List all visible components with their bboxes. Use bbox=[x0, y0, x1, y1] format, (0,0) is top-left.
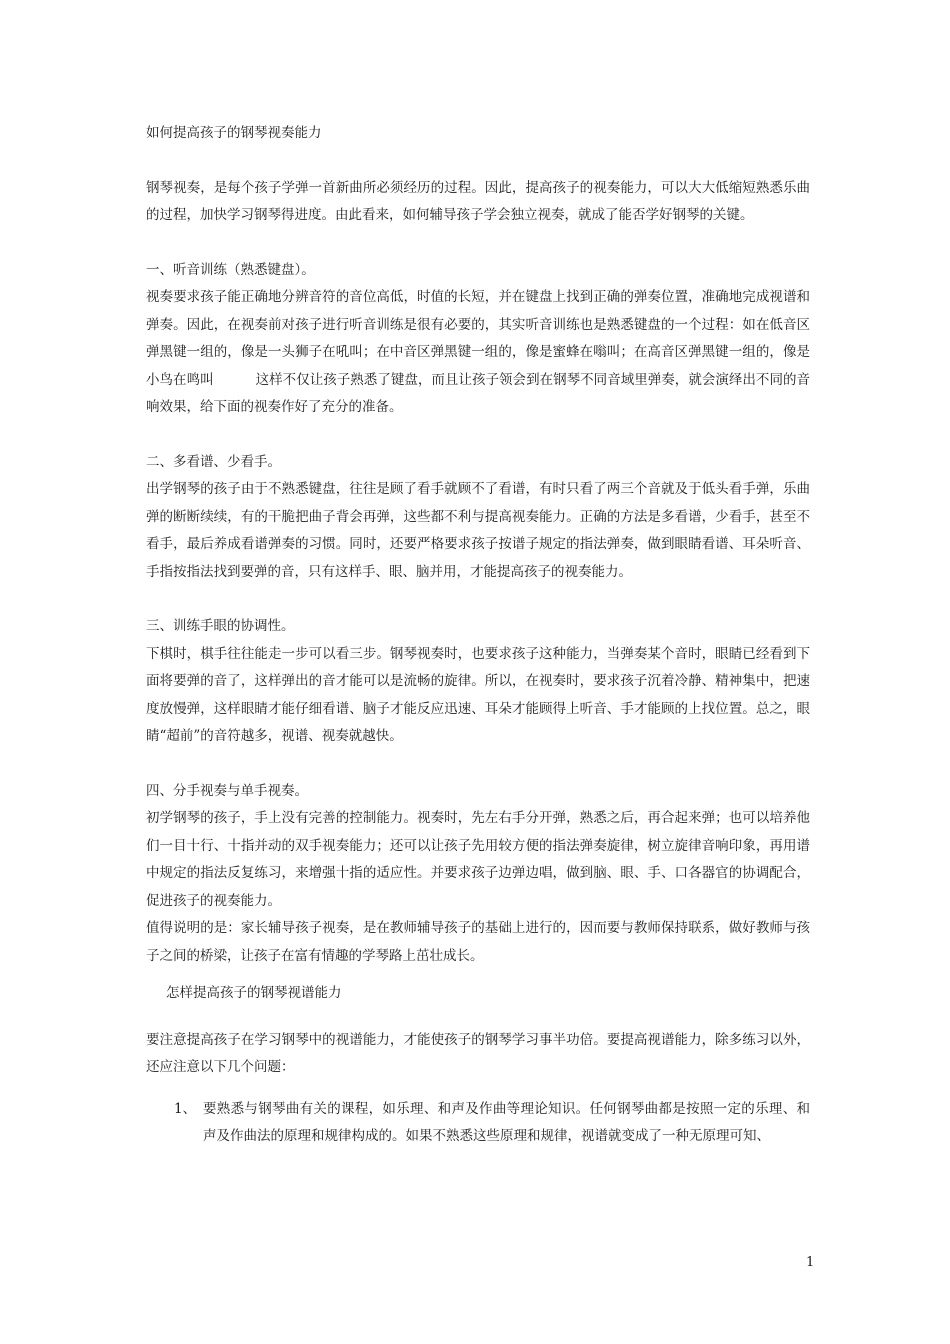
intro-paragraph: 钢琴视奏，是每个孩子学弹一首新曲所必须经历的过程。因此，提高孩子的视奏能力，可以大大低缩短熟悉乐曲的过程，加快学习钢琴得进度。由此看来，如何辅导孩子学会独立视奏，就成了能否学好钢琴的关键。 bbox=[146, 179, 810, 223]
list-item bbox=[146, 1096, 810, 1151]
paragraph-gap bbox=[146, 230, 810, 257]
section-3-heading: 三、训练手眼的协调性。 bbox=[146, 618, 295, 634]
section-1-heading: 一、听音训练（熟悉键盘）。 bbox=[146, 261, 315, 278]
list-item-text: 要熟悉与钢琴曲有关的课程，如乐理、和声及作曲等理论知识。任何钢琴曲都是按照一定的乐理、和声及作曲法的原理和规律构成的。如果不熟悉这些原理和规律，视谱就变成了一种无原理可知、 bbox=[203, 1100, 810, 1144]
document-body bbox=[146, 120, 810, 1151]
paragraph-gap bbox=[146, 422, 810, 449]
section-2-body: 出学钢琴的孩子由于不熟悉键盘，往往是顾了看手就顾不了看谱，有时只看了两三个音就及于低头看手弹，乐曲弹的断断续续，有的干脆把曲子背会再弹，这些都不利与提高视奏能力。正确的方法是多看谱，少看手，甚至不看手，最后养成看谱弹奏的习惯。同时，还要严格要求孩子按谱子规定的指法弹奏，做到眼睛看谱、耳朵听音、手指按指法找到要弹的音，只有这样手、眼、脑并用，才能提高孩子的视奏能力。 bbox=[146, 481, 810, 580]
paragraph-gap bbox=[146, 751, 810, 778]
section-1-body-part-b: 这样不仅让孩子熟悉了键盘，而且让孩子领会到在钢琴不同音域里弹奏，就会演绎出不同的音响效果，给下面的视奏作好了充分的准备。 bbox=[146, 371, 810, 415]
section-3-body: 下棋时，棋手往往能走一步可以看三步。钢琴视奏时，也要求孩子这种能力，当弹奏某个音时，眼睛已经看到下面将要弹的音了，这样弹出的音才能可以是流畅的旋律。所以，在视奏时，要求孩子沉着冷静、精神集中，把速度放慢弹，这样眼睛才能仔细看谱、脑子才能反应迅速、耳朵才能顾得上听音、手才能顾的上找位置。总之，眼睛“超前”的音符越多，视谱、视奏就越快。 bbox=[146, 645, 810, 744]
section-4-heading: 四、分手视奏与单手视奏。 bbox=[146, 782, 308, 799]
section-4-body: 初学钢琴的孩子，手上没有完善的控制能力。视奏时，先左右手分开弹，熟悉之后，再合起来弹；也可以培养他们一目十行、十指并动的双手视奏能力；还可以让孩子先用较方便的指法弹奏旋律，树立旋律音响印象，再用谱中规定的指法反复练习，来增强十指的适应性。并要求孩子边弹边唱，做到脑、眼、手、口各器官的协调配合，促进孩子的视奏能力。 bbox=[146, 810, 810, 909]
second-article-title: 怎样提高孩子的钢琴视谱能力 bbox=[166, 985, 342, 1001]
section-2-heading: 二、多看谱、少看手。 bbox=[146, 453, 281, 470]
document-title: 如何提高孩子的钢琴视奏能力 bbox=[146, 125, 322, 141]
page-number: 1 bbox=[806, 1255, 815, 1270]
list-item-number: 1、 bbox=[174, 1100, 197, 1117]
note-paragraph: 值得说明的是：家长辅导孩子视奏，是在教师辅导孩子的基础上进行的，因而要与教师保持联系，做好教师与孩子之间的桥梁，让孩子在富有情趣的学琴路上茁壮成长。 bbox=[146, 920, 810, 964]
second-article-intro: 要注意提高孩子在学习钢琴中的视谱能力，才能使孩子的钢琴学习事半功倍。要提高视谱能力，除多练习以外，还应注意以下几个问题： bbox=[146, 1031, 810, 1075]
paragraph-gap bbox=[146, 970, 810, 980]
paragraph-gap bbox=[146, 586, 810, 613]
section-1-body bbox=[146, 284, 810, 422]
section-1-body-part-a: 视奏要求孩子能正确地分辨音符的音位高低，时值的长短，并在键盘上找到正确的弹奏位置，准确地完成视谱和弹奏。因此，在视奏前对孩子进行听音训练是很有必要的，其实听音训练也是熟悉键盘的一个过程：如在低音区弹黑键一组的，像是一头狮子在吼叫；在中音区弹黑键一组的，像是蜜蜂在嗡叫；在高音区弹黑键一组的，像是小鸟在鸣叫 bbox=[146, 289, 810, 388]
